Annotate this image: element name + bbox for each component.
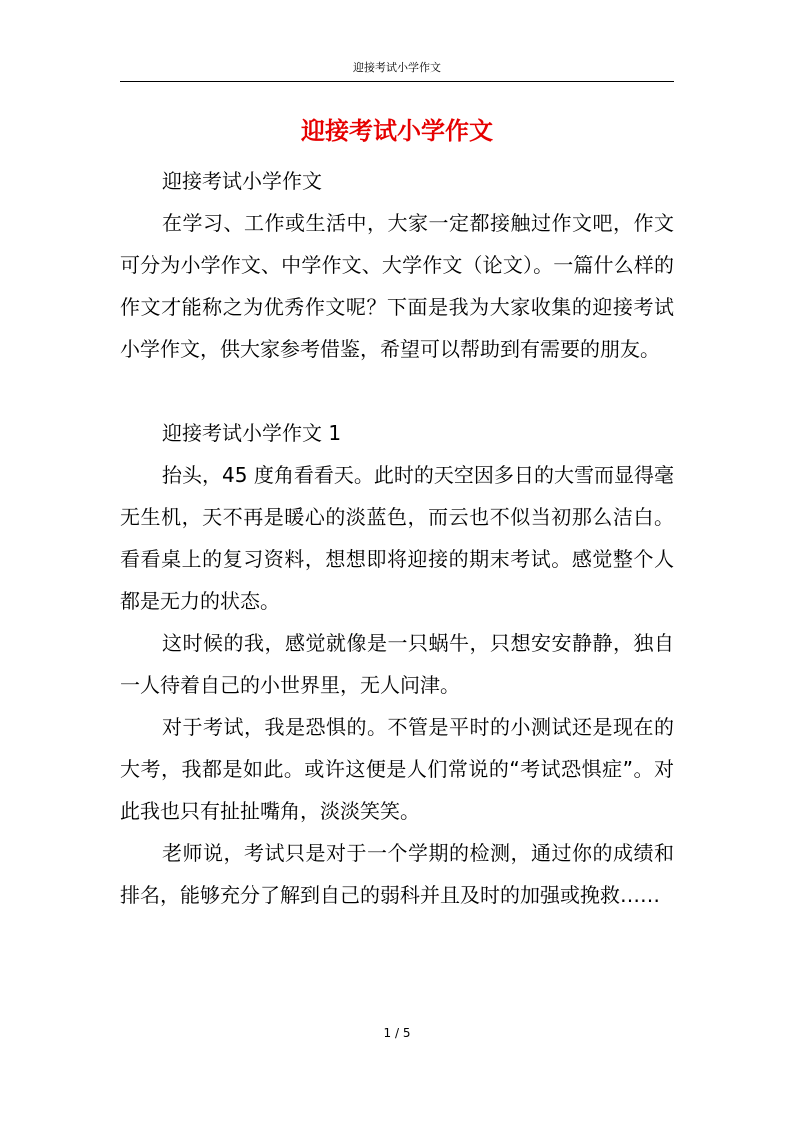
section-heading-essay-1: 迎接考试小学作文 1: [162, 421, 342, 445]
document-title: 迎接考试小学作文: [301, 117, 493, 145]
header-divider: [120, 81, 674, 82]
paragraph: 老师说，考试只是对于一个学期的检测，通过你的成绩和排名，能够充分了解到自己的弱科并且及时的加强或挽救……: [120, 841, 674, 907]
paragraph: 这时候的我，感觉就像是一只蜗牛，只想安安静静，独自一人待着自己的小世界里，无人问津。: [120, 631, 674, 697]
document-body: [120, 160, 674, 916]
section-heading-intro: 迎接考试小学作文: [162, 169, 322, 193]
paragraph-intro: 在学习、工作或生活中，大家一定都接触过作文吧，作文可分为小学作文、中学作文、大学作文（论文）。一篇什么样的作文才能称之为优秀作文呢？下面是我为大家收集的迎接考试小学作文，供大家参考借鉴，希望可以帮助到有需要的朋友。: [120, 211, 674, 361]
running-header: 迎接考试小学作文: [353, 61, 441, 74]
paragraph: 抬头，45 度角看看天。此时的天空因多日的大雪而显得毫无生机，天不再是暖心的淡蓝色，而云也不似当初那么洁白。看看桌上的复习资料，想想即将迎接的期末考试。感觉整个人都是无力的状态。: [120, 463, 674, 613]
blank-line: [120, 370, 674, 412]
page-number: 1 / 5: [383, 1026, 411, 1040]
paragraph: 对于考试，我是恐惧的。不管是平时的小测试还是现在的大考，我都是如此。或许这便是人们常说的“考试恐惧症”。对此我也只有扯扯嘴角，淡淡笑笑。: [120, 715, 674, 823]
